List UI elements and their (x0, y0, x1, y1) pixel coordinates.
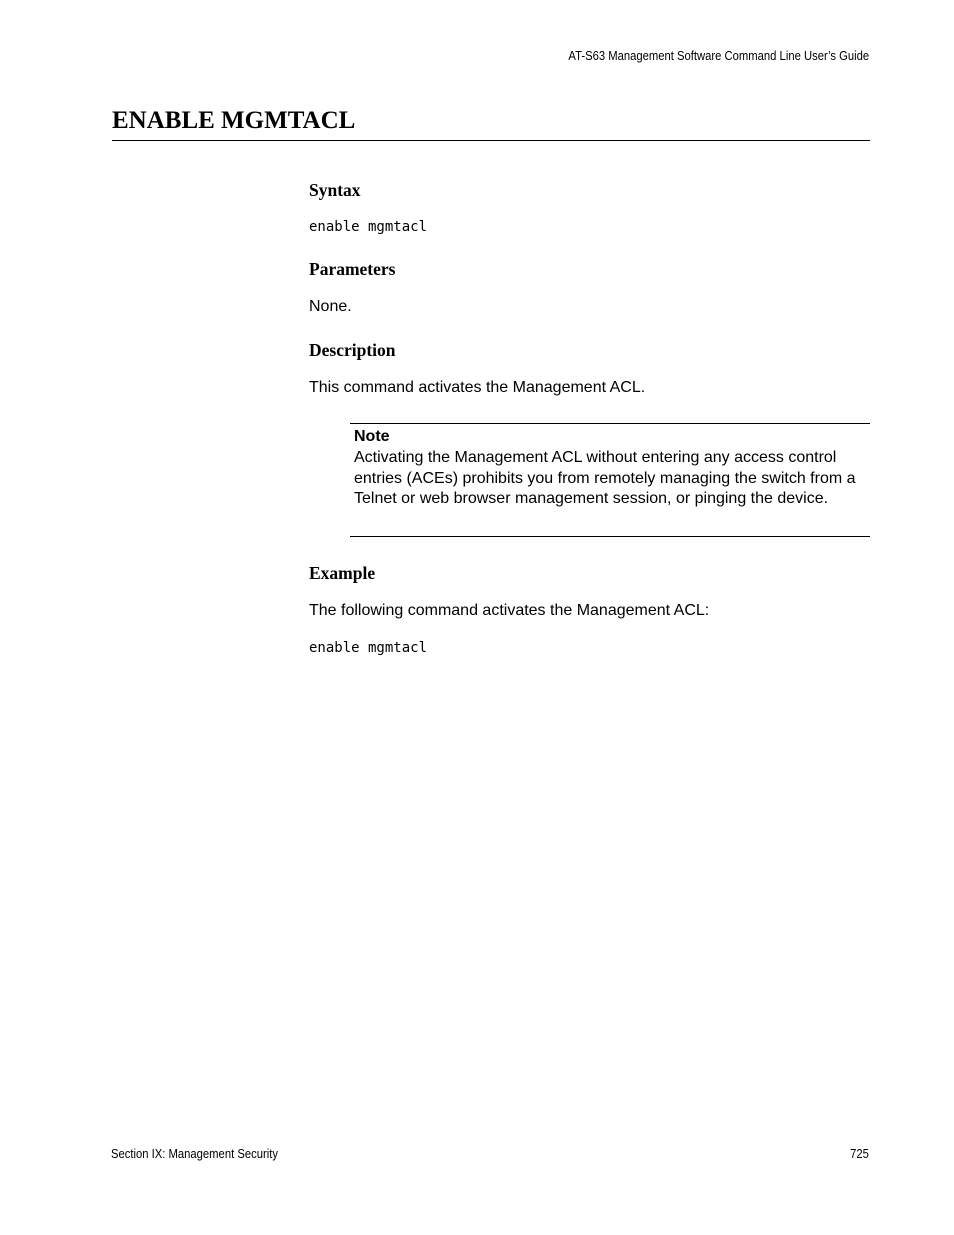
page-title: ENABLE MGMTACL (112, 107, 356, 134)
description-text: This command activates the Management ACL. (309, 379, 646, 396)
syntax-command: enable mgmtacl (309, 219, 428, 235)
example-text: The following command activates the Management ACL: (309, 602, 710, 619)
example-heading: Example (309, 563, 376, 583)
note-label: Note (354, 428, 390, 445)
footer-page-number: 725 (850, 1147, 869, 1161)
parameters-text: None. (309, 298, 352, 315)
parameters-heading: Parameters (309, 259, 396, 279)
note-text: Activating the Management ACL without entering any access control entries (ACEs) prohibits you from remotely managing the switch from a Telnet or web browser management session, or pinging the device. (354, 449, 856, 507)
title-divider (112, 140, 870, 141)
description-heading: Description (309, 340, 396, 360)
footer-section: Section IX: Management Security (111, 1147, 278, 1161)
example-command: enable mgmtacl (309, 640, 428, 656)
note-box (350, 423, 870, 537)
running-header: AT-S63 Management Software Command Line User’s Guide (568, 49, 869, 63)
syntax-heading: Syntax (309, 180, 361, 200)
